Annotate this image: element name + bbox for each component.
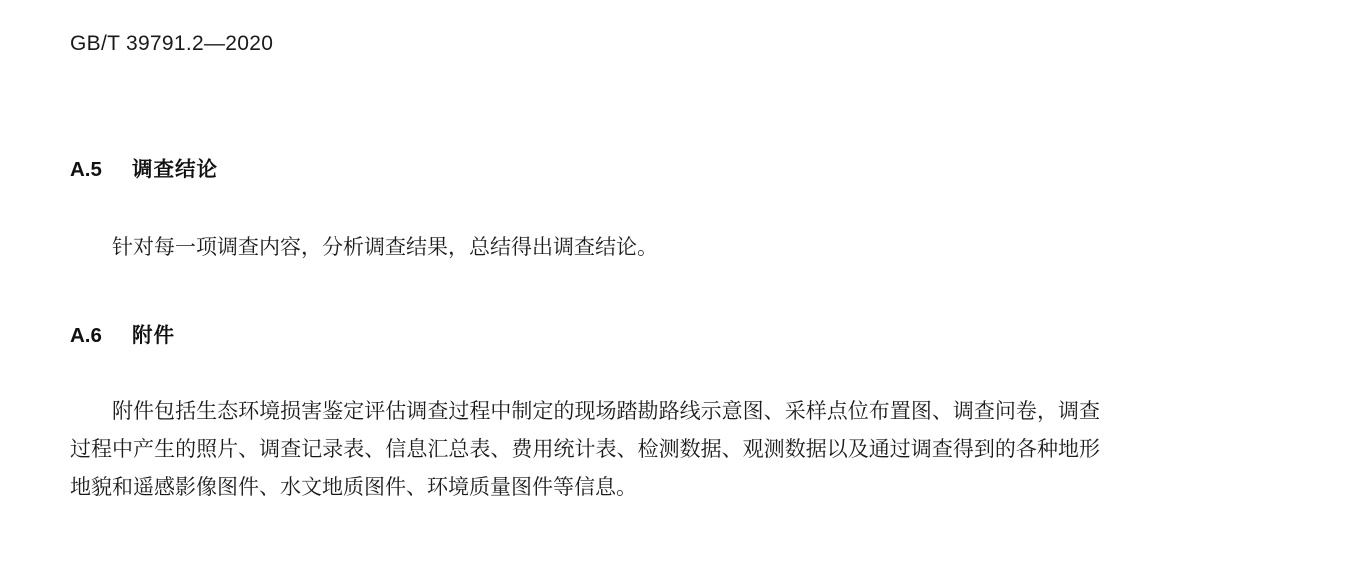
section-a5-heading	[70, 152, 1100, 182]
section-a6-title: 附件	[132, 324, 175, 347]
section-heading-row	[70, 318, 1100, 348]
section-a6-heading	[70, 318, 1100, 348]
section-a5-title: 调查结论	[132, 158, 218, 181]
section-heading-row	[70, 152, 1100, 182]
section-a6-number: A.6	[70, 324, 102, 347]
document-header-standard-number: GB/T 39791.2—2020	[70, 32, 274, 55]
section-a5-paragraph: 针对每一项调查内容，分析调查结果，总结得出调查结论。	[112, 235, 658, 259]
section-a6-paragraph: 附件包括生态环境损害鉴定评估调查过程中制定的现场踏勘路线示意图、采样点位布置图、调查问卷，调查过程中产生的照片、调查记录表、信息汇总表、费用统计表、检测数据、观测数据以及通过调查得到的各种地形地貌和遥感影像图件、水文地质图件、环境质量图件等信息。	[70, 399, 1100, 499]
section-a6-body	[70, 392, 1100, 506]
section-a5-number: A.5	[70, 158, 102, 181]
section-a5-body	[70, 228, 1100, 266]
